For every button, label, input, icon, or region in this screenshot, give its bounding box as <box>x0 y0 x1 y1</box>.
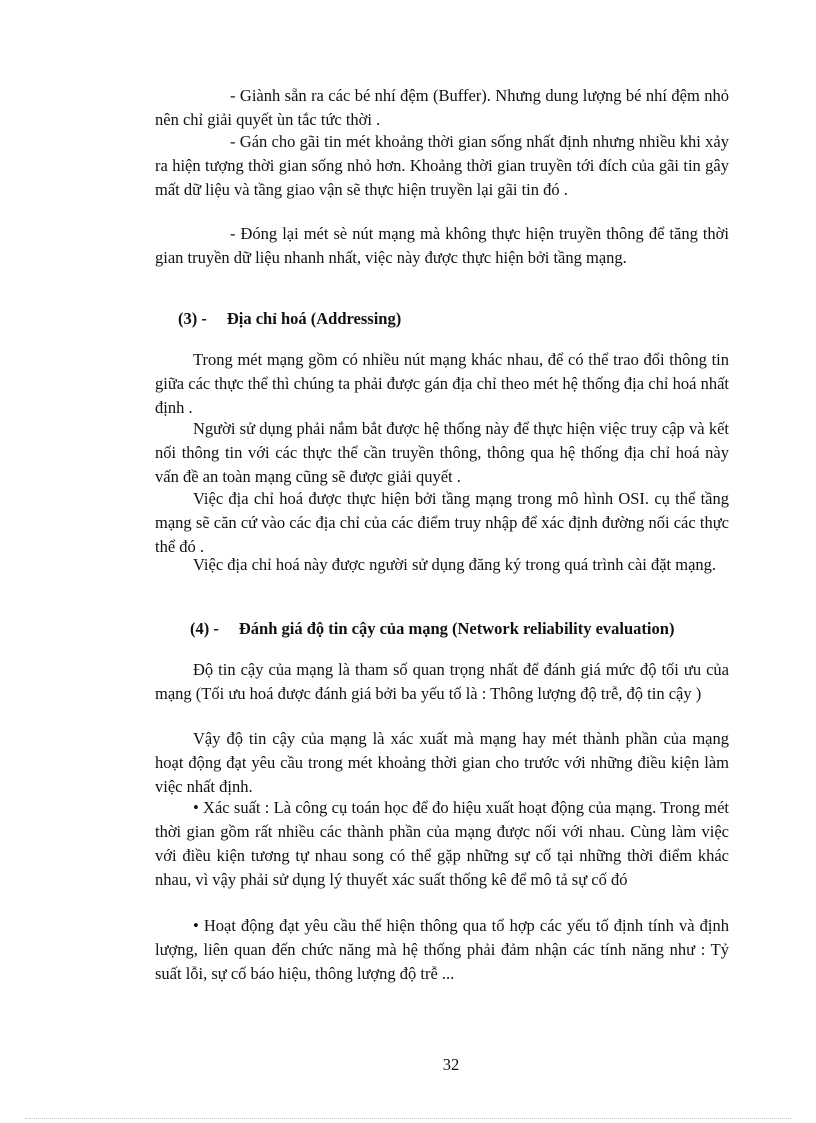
paragraph-addressing-1: Trong mét mạng gồm có nhiều nút mạng khác nhau, để có thể trao đổi thông tin giữa các thực thể thì chúng ta phải được gán địa chỉ theo mét hệ thống địa chỉ hoá nhất định . <box>155 350 729 417</box>
paragraph-close-nodes: - Đóng lại mét sè nút mạng mà không thực hiện truyền thông để tăng thời gian truyền dữ liệu nhanh nhất, việc này được thực hiện bởi tầng mạng. <box>155 224 729 267</box>
section-3-heading <box>178 307 401 331</box>
paragraph-reliability-2: Vậy độ tin cậy của mạng là xác xuất mà mạng hay mét thành phần của mạng hoạt động đạt yêu cầu trong mét khoảng thời gian cho trước với những điều kiện làm việc nhất định. <box>155 729 729 796</box>
paragraph-addressing-4: Việc địa chỉ hoá này được người sử dụng đăng ký trong quá trình cài đặt mạng. <box>193 555 717 574</box>
paragraph-reliability-1: Độ tin cậy của mạng là tham số quan trọng nhất để đánh giá mức độ tối ưu của mạng (Tối ưu hoá được đánh giá bởi ba yếu tố là : Thông lượng độ trễ, độ tin cậy ) <box>155 660 729 703</box>
section-4-heading <box>190 617 674 641</box>
paragraph-lifetime: - Gán cho gãi tin mét khoảng thời gian sống nhất định nhưng nhiều khi xảy ra hiện tượng thời gian sống nhỏ hơn. Khoảng thời gian truyền tới đích của gãi tin gây mất dữ liệu và tầng giao vận sẽ thực hiện truyền lại gãi tin đó . <box>155 132 729 199</box>
paragraph-addressing-2: Người sử dụng phải nắm bắt được hệ thống này để thực hiện việc truy cập và kết nối thông tin với các thực thể cần truyền thông, thông qua hệ thống địa chỉ hoá này vấn đề an toàn mạng cũng sẽ được giải quyết . <box>155 419 729 486</box>
paragraph-buffer: - Giành sẵn ra các bé nhí đệm (Buffer). Nhưng dung lượng bé nhí đệm nhỏ nên chỉ giải quyết ùn tắc tức thời . <box>155 86 729 129</box>
bullet-operation: • Hoạt động đạt yêu cầu thể hiện thông qua tổ hợp các yếu tố định tính và định lượng, liên quan đến chức năng mà hệ thống phải đảm nhận các tính năng như : Tỷ suất lỗi, sự cố báo hiệu, thông lượng độ trễ ... <box>155 916 729 983</box>
section-3-number: (3) - <box>178 309 207 328</box>
section-4-title: Đánh giá độ tin cậy của mạng (Network reliability evaluation) <box>238 619 675 638</box>
bottom-divider <box>25 1118 791 1119</box>
page-number: 32 <box>442 1055 460 1074</box>
section-3-title: Địa chỉ hoá (Addressing) <box>226 309 402 328</box>
bullet-probability: • Xác suất : Là công cụ toán học để đo hiệu xuất hoạt động của mạng. Trong mét thời gian gồm rất nhiều các thành phần của mạng được nối với nhau. Cùng làm việc với điều kiện tương tự nhau song có thể gặp những sự cố tại những thời điểm khác nhau, vì vậy phải sử dụng lý thuyết xác suất thống kê để mô tả sự cố đó <box>155 798 729 889</box>
section-4-number: (4) - <box>190 619 219 638</box>
paragraph-addressing-3: Việc địa chỉ hoá được thực hiện bởi tầng mạng trong mô hình OSI. cụ thể tầng mạng sẽ căn cứ vào các địa chỉ của các điểm truy nhập để xác định đường nối các thực thể đó . <box>155 489 729 556</box>
